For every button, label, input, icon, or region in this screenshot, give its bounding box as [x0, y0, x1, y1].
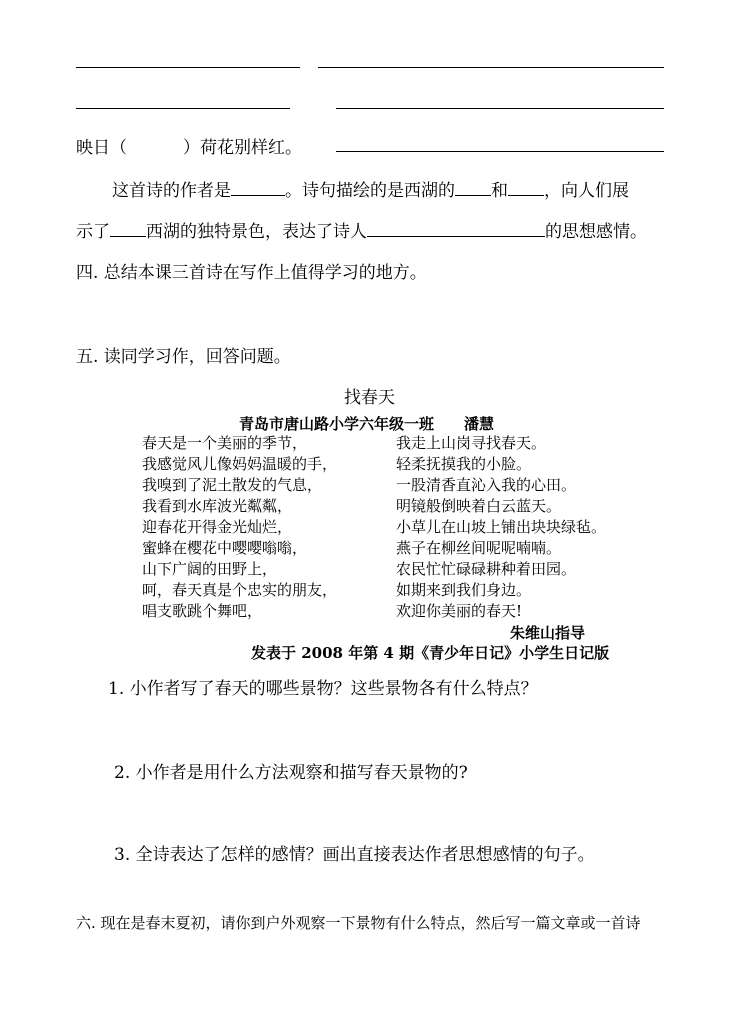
poem-right-line: 欢迎你美丽的春天! [396, 602, 523, 620]
poem-right-line: 燕子在柳丝间呢呢喃喃。 [396, 539, 562, 557]
poem-right-line: 明镜般倒映着白云蓝天。 [396, 497, 562, 515]
poem-left-line: 我嗅到了泥土散发的气息， [142, 476, 323, 494]
poem-question-line-1: 这首诗的作者是 。诗句描绘的是西湖的 和 ，向人们展 [112, 181, 629, 201]
poem-teacher: 朱维山指导 [510, 624, 586, 642]
poem-left-line: 唱支歌跳个舞吧， [142, 602, 263, 620]
answer-line-3-right[interactable] [336, 151, 664, 152]
poem-right-line: 轻柔抚摸我的小脸。 [396, 455, 532, 473]
question-2: 2. 小作者是用什么方法观察和描写春天景物的? [114, 763, 468, 783]
answer-line-2-left[interactable] [76, 108, 290, 109]
poem-left-line: 蜜蜂在樱花中嘤嘤嗡嗡， [142, 539, 308, 557]
poem-right-line: 如期来到我们身边。 [396, 581, 532, 599]
poem-author: 青岛市唐山路小学六年级一班 潘慧 [239, 415, 495, 433]
answer-line-2-right[interactable] [336, 108, 664, 109]
poem-right-line: 我走上山岗寻找春天。 [396, 434, 547, 452]
poem-question-line-2: 示了 西湖的独特景色，表达了诗人 的思想感情。 [76, 222, 647, 242]
question-1: 1. 小作者写了春天的哪些景物？这些景物各有什么特点？ [108, 679, 538, 699]
blank-scene-2[interactable] [508, 179, 544, 196]
poem-left-line: 山下广阔的田野上， [142, 560, 278, 578]
blank-season[interactable] [110, 220, 146, 237]
poem-left-line: 迎春花开得金光灿烂， [142, 518, 293, 536]
poem-left-line: 我感觉风儿像妈妈温暖的手， [142, 455, 338, 473]
poem-right-column [396, 433, 606, 622]
poem-right-line: 农民忙忙碌碌耕种着田园。 [396, 560, 577, 578]
answer-line-1-right[interactable] [318, 67, 664, 68]
poem-published: 发表于 2008 年第 4 期《青少年日记》小学生日记版 [251, 644, 610, 662]
poem-left-line: 春天是一个美丽的季节， [142, 434, 308, 452]
question-3: 3. 全诗表达了怎样的感情？画出直接表达作者思想感情的句子。 [114, 845, 595, 865]
blank-author[interactable] [231, 179, 285, 196]
poem-right-line: 一股清香直沁入我的心田。 [396, 476, 577, 494]
section-6-heading: 六. 现在是春末夏初，请你到户外观察一下景物有什么特点，然后写一篇文章或一首诗 [76, 914, 641, 932]
poem-line-blank: 映日（ ）荷花别样红。 [76, 138, 302, 158]
section-5-heading: 五. 读同学习作，回答问题。 [76, 347, 291, 367]
poem-left-line: 我看到水库波光粼粼， [142, 497, 293, 515]
blank-scene-1[interactable] [455, 179, 491, 196]
poem-right-line: 小草儿在山坡上铺出块块绿毡。 [396, 518, 607, 536]
poem-left-column [142, 433, 337, 622]
poem-left-line: 呵，春天真是个忠实的朋友， [142, 581, 338, 599]
blank-feeling[interactable] [367, 220, 545, 237]
poem-title: 找春天 [344, 388, 395, 408]
section-4-heading: 四. 总结本课三首诗在写作上值得学习的地方。 [76, 263, 427, 283]
answer-line-1-left[interactable] [76, 67, 300, 68]
